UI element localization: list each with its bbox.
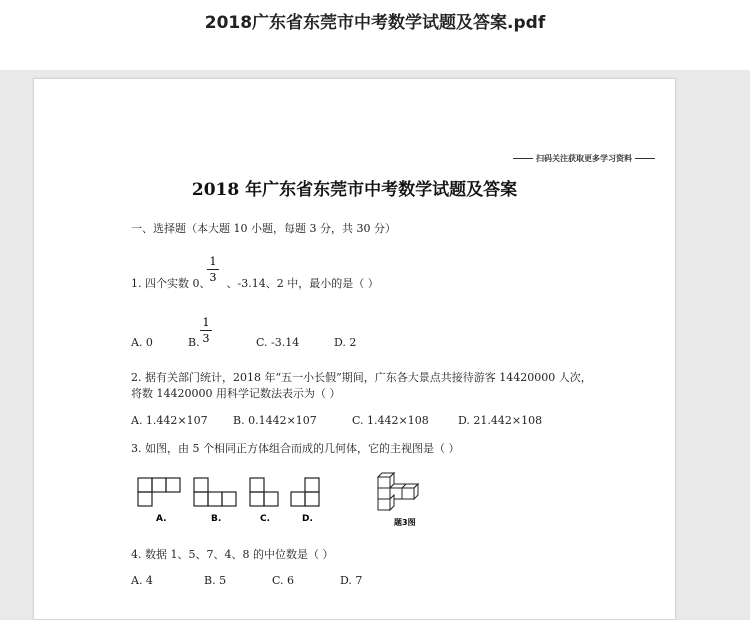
q3-figure-caption: 题3图 (394, 518, 416, 527)
q3-figure-c (248, 476, 282, 510)
q2-line-2: 将数 14420000 用科学记数法表示为（ ） (131, 387, 341, 400)
q2-option-c: C. 1.442×108 (352, 414, 429, 427)
q1-frac-num: 1 (209, 255, 217, 268)
q2-option-d: D. 21.442×108 (458, 414, 543, 427)
q3-label-c: C. (260, 514, 271, 524)
q1-optb-frac-den: 3 (202, 332, 210, 345)
q2-option-a: A. 1.442×107 (131, 414, 208, 427)
q3-figure-a (136, 476, 184, 510)
file-title: 2018广东省东莞市中考数学试题及答案.pdf (204, 13, 546, 33)
q2-line-1: 2. 据有关部门统计，2018 年“五一小长假”期间，广东各大景点共接待游客 14420000 人次， (131, 371, 592, 384)
question-1 (131, 275, 379, 291)
q3-figure-d (289, 476, 323, 510)
q4-option-c: C. 6 (272, 574, 295, 587)
q4-option-a: A. 4 (131, 574, 153, 587)
q1-option-a: A. 0 (131, 336, 153, 349)
q1-text-after: 、-3.14、2 中，最小的是（ ） (226, 277, 379, 290)
q1-fraction (207, 255, 219, 284)
header-note-text: 扫码关注获取更多学习资料 (536, 154, 632, 163)
question-4: 4. 数据 1、5、7、4、8 的中位数是（ ） (131, 548, 334, 561)
question-3: 3. 如图，由 5 个相同正方体组合而成的几何体，它的主视图是（ ） (131, 442, 460, 455)
pdf-page (33, 78, 676, 620)
q3-solid-figure (374, 469, 430, 515)
q1-frac-den: 3 (209, 271, 217, 284)
exam-title: 2018 年广东省东莞市中考数学试题及答案 (191, 180, 518, 200)
section-heading: 一、选择题（本大题 10 小题，每题 3 分，共 30 分） (131, 222, 396, 235)
q1-option-c: C. -3.14 (256, 336, 300, 349)
q3-label-a: A. (156, 514, 167, 524)
q1-optb-frac-num: 1 (202, 316, 210, 329)
q4-option-b: B. 5 (204, 574, 227, 587)
q2-option-b: B. 0.1442×107 (233, 414, 317, 427)
header-note (510, 153, 658, 164)
q3-figure-b (192, 476, 240, 510)
header-rule-right (635, 158, 655, 159)
q1-option-b: B. (188, 336, 200, 349)
header-rule-left (513, 158, 533, 159)
q3-label-b: B. (211, 514, 222, 524)
q1-text-before: 1. 四个实数 0、 (131, 277, 211, 290)
q4-option-d: D. 7 (340, 574, 363, 587)
q1-option-b-fraction (200, 316, 212, 345)
viewer-toolbar (0, 0, 750, 70)
q1-option-d: D. 2 (334, 336, 357, 349)
q3-label-d: D. (302, 514, 313, 524)
